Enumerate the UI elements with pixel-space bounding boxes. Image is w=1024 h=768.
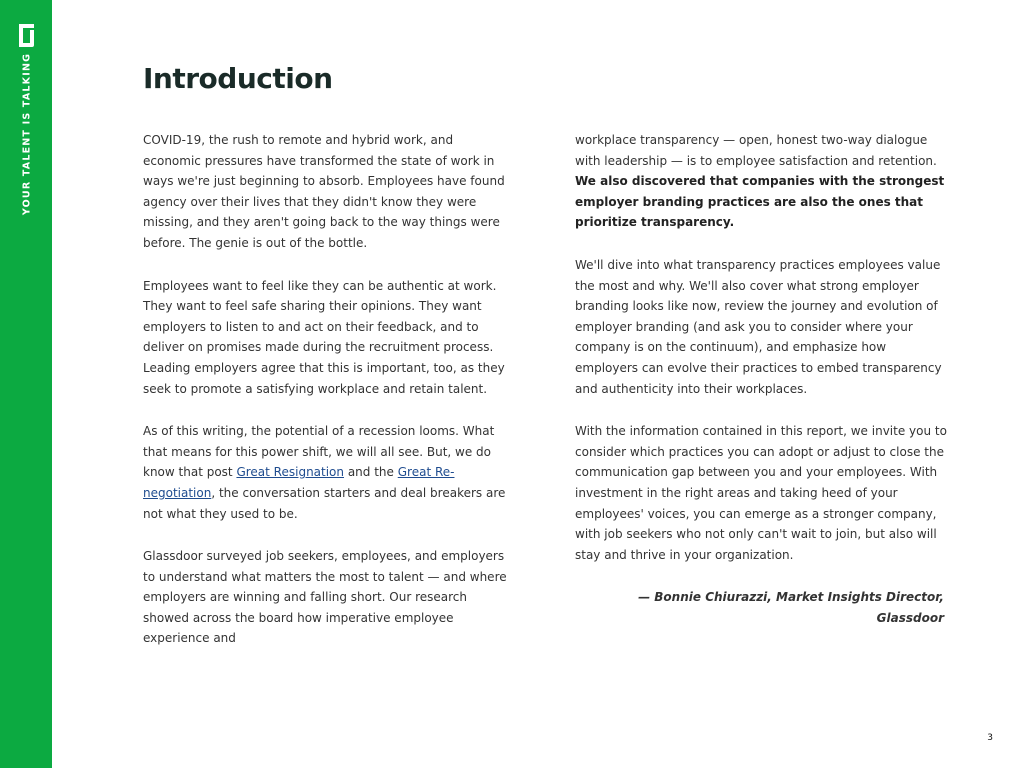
paragraph: We'll dive into what transparency practices employees value the most and why. We'll also cover what strong employer branding looks like now, review the journey and evolution of employer branding (and ask you to consider where your company is on the continuum), and emphasize how employers can evolve their practices to embed transparency and authenticity into their workplaces.	[575, 257, 942, 396]
paragraph: COVID-19, the rush to remote and hybrid work, and economic pressures have transformed the state of work in ways we're just beginning to absorb. Employees have found agency over their lives that they didn't know they were missing, and they aren't going back to the way things were before. The genie is out of the bottle.	[143, 133, 505, 250]
bold-statement: We also discovered that companies with the strongest employer branding practices are also the ones that prioritize transparency.	[575, 174, 945, 230]
paragraph: With the information contained in this report, we invite you to consider which practices you can adopt or adjust to close the communication gap between you and your employees. With investment in the right areas and taking heed of your employees' voices, you can emerge as a stronger company, with job seekers who not only can't wait to join, but also will stay and thrive in your organization.	[575, 424, 947, 562]
paragraph: Glassdoor surveyed job seekers, employees, and employers to understand what matters the most to talent — and where employers are winning and falling short. Our research showed across the board how imperative employee experience and	[143, 549, 507, 646]
left-column	[143, 130, 508, 671]
brand-tagline: YOUR TALENT IS TALKING	[21, 52, 33, 216]
right-column	[575, 130, 950, 628]
page-title: Introduction	[143, 62, 333, 95]
paragraph: workplace transparency — open, honest two-way dialogue with leadership — is to employee satisfaction and retention. We also discovered that companies with the strongest employer branding practices are also the ones that prioritize transparency.	[575, 133, 945, 230]
page-number: 3	[987, 733, 993, 743]
paragraph: As of this writing, the potential of a recession looms. What that means for this power shift, we will all see. But, we do know that post Great Resignation and the Great Re-negotiation, the conversation starters and deal breakers are not what they used to be.	[143, 424, 506, 521]
glassdoor-logo-icon	[17, 24, 36, 47]
sidebar	[0, 0, 52, 768]
great-resignation-link[interactable]: Great Resignation	[236, 465, 345, 480]
author-signature: — Bonnie Chiurazzi, Market Insights Director, Glassdoor	[638, 590, 944, 625]
paragraph: Employees want to feel like they can be authentic at work. They want to feel safe sharing their opinions. They want employers to listen to and act on their feedback, and to deliver on promises made during the recruitment process. Leading employers agree that this is important, too, as they seek to promote a satisfying workplace and retain talent.	[143, 278, 505, 396]
great-renegotiation-link[interactable]: Great Re-negotiation	[143, 465, 455, 500]
